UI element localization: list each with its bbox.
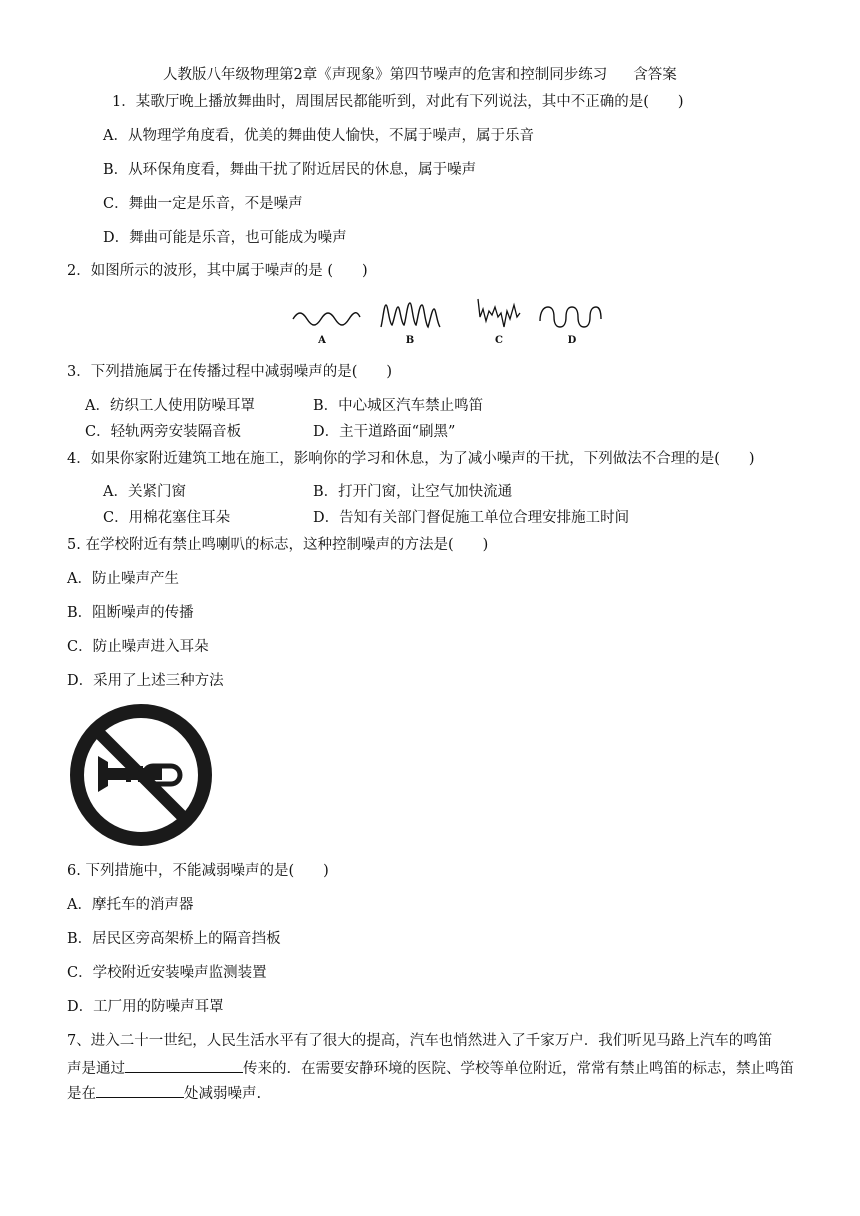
waveform-label-c: C — [495, 335, 503, 346]
waveform-d — [540, 307, 601, 327]
waveform-figure — [288, 293, 608, 349]
q7-line-2 — [67, 1057, 794, 1078]
waveform-b — [381, 303, 440, 327]
q7-line-2-end: 传来的．在需要安静环境的医院、学校等单位附近，常常有禁止鸣笛的标志，禁止鸣笛 — [243, 1061, 794, 1077]
q1-option-a: A．从物理学角度看，优美的舞曲使人愉快，不属于噪声，属于乐音 — [103, 128, 534, 144]
q6-stem: 6. 下列措施中，不能减弱噪声的是( ) — [67, 863, 329, 879]
q5-option-d: D．采用了上述三种方法 — [67, 673, 224, 689]
q7-line-3-start: 是在 — [67, 1086, 96, 1102]
q6-option-c: C．学校附近安装噪声监测装置 — [67, 965, 267, 981]
waveform-label-a: A — [318, 335, 326, 346]
q1-option-d: D．舞曲可能是乐音，也可能成为噪声 — [103, 230, 347, 246]
answer-blank-2[interactable] — [96, 1082, 184, 1098]
q6-option-d: D．工厂用的防噪声耳罩 — [67, 999, 224, 1015]
q4-option-d: D．告知有关部门督促施工单位合理安排施工时间 — [313, 510, 630, 526]
q6-option-a: A．摩托车的消声器 — [67, 897, 194, 913]
q7-line-3-end: 处减弱噪声. — [184, 1086, 262, 1102]
waveform-label-d: D — [567, 335, 577, 346]
q5-option-c: C．防止噪声进入耳朵 — [67, 639, 209, 655]
q2-stem: 2．如图所示的波形，其中属于噪声的是 ( ) — [67, 263, 368, 279]
q5-option-a: A．防止噪声产生 — [67, 571, 179, 587]
q4-option-a: A．关紧门窗 — [103, 484, 186, 500]
q3-stem: 3．下列措施属于在传播过程中减弱噪声的是( ) — [67, 364, 393, 380]
title-text: 人教版八年级物理第2章《声现象》第四节噪声的危害和控制同步练习 — [163, 67, 608, 83]
q1-option-c: C．舞曲一定是乐音，不是噪声 — [103, 196, 303, 212]
q5-option-b: B．阻断噪声的传播 — [67, 605, 194, 621]
q6-option-b: B．居民区旁高架桥上的隔音挡板 — [67, 931, 281, 947]
waveform-a — [293, 313, 360, 325]
q7-line-2-start: 声是通过 — [67, 1061, 125, 1077]
title-suffix: 含答案 — [633, 67, 677, 83]
waveform-label-b: B — [405, 335, 415, 346]
q3-option-c: C．轻轨两旁安装隔音板 — [85, 424, 242, 440]
answer-blank-1[interactable] — [125, 1057, 243, 1073]
q4-option-b: B．打开门窗，让空气加快流通 — [313, 484, 513, 500]
q3-option-a: A．纺织工人使用防噪耳罩 — [85, 398, 255, 414]
q4-stem: 4．如果你家附近建筑工地在施工，影响你的学习和休息，为了减小噪声的干扰，下列做法不合理的是( ) — [67, 451, 755, 467]
q7-line-1: 7、进入二十一世纪，人民生活水平有了很大的提高，汽车也悄然进入了千家万户．我们听见马路上汽车的鸣笛 — [67, 1033, 773, 1049]
no-horn-sign-icon — [68, 702, 214, 848]
q4-option-c: C．用棉花塞住耳朵 — [103, 510, 231, 526]
waveform-c — [478, 299, 520, 327]
page-title — [163, 66, 677, 84]
q7-line-3 — [67, 1082, 261, 1103]
q3-option-b: B．中心城区汽车禁止鸣笛 — [313, 398, 484, 414]
q3-option-d: D．主干道路面“刷黑” — [313, 424, 456, 440]
q1-option-b: B．从环保角度看，舞曲干扰了附近居民的休息，属于噪声 — [103, 162, 477, 178]
q5-stem: 5. 在学校附近有禁止鸣喇叭的标志，这种控制噪声的方法是( ) — [67, 537, 489, 553]
q1-stem: 1．某歌厅晚上播放舞曲时，周围居民都能听到，对此有下列说法，其中不正确的是( ) — [112, 94, 684, 110]
